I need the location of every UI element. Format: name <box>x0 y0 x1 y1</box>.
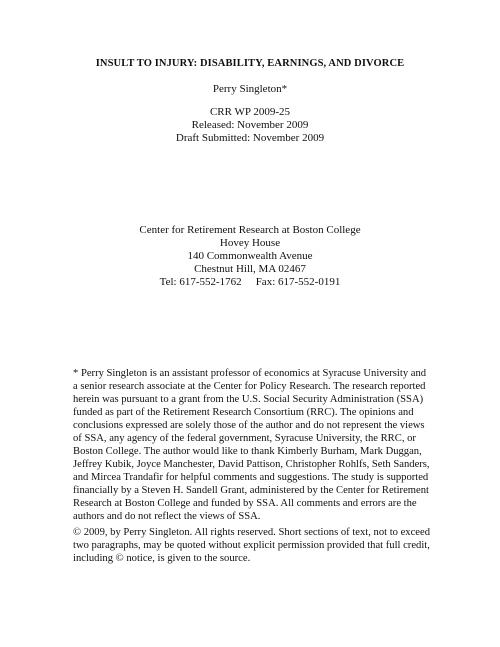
paper-metadata <box>0 106 500 145</box>
copyright-notice: © 2009, by Perry Singleton. All rights reserved. Short sections of text, not to exceed two paragraphs, may be quoted without explicit permission provided that full credit, including © notice, is given to the source. <box>73 527 430 564</box>
center-name: Center for Retirement Research at Boston College <box>139 224 361 236</box>
paper-title: INSULT TO INJURY: DISABILITY, EARNINGS, AND DIVORCE <box>95 58 405 69</box>
working-paper-number: CRR WP 2009-25 <box>209 106 291 118</box>
center-city: Chestnut Hill, MA 02467 <box>194 263 306 275</box>
author-footnote: * Perry Singleton is an assistant professor of economics at Syracuse University and a senior research associate at the Center for Policy Research. The research reported herein was pursuant to a grant from the U.S. Social Security Administration (SSA) funded as part of the Retirement Research Consortium (RRC). The opinions and conclusions expressed are solely those of the author and do not represent the views of SSA, any agency of the federal government, Syracuse University, the RRC, or Boston College. The author would like to thank Kimberly Burham, Mark Duggan, Jeffrey Kubik, Joyce Manchester, David Pattison, Christopher Rohlfs, Seth Sanders, and Mircea Trandafir for helpful comments and suggestions. The study is supported financially by a Steven H. Sandell Grant, administered by the Center for Retirement Research at Boston College and funded by SSA. All comments and errors are the authors and do not reflect the views of SSA. <box>73 368 430 522</box>
author-name: Perry Singleton* <box>212 83 288 95</box>
contact-line <box>0 276 500 289</box>
draft-submitted-date: Draft Submitted: November 2009 <box>175 132 325 144</box>
center-street: 140 Commonwealth Avenue <box>187 250 313 262</box>
center-address-block <box>0 224 500 289</box>
center-building: Hovey House <box>219 237 281 249</box>
fax-number: Fax: 617-552-0191 <box>255 276 341 288</box>
release-date: Released: November 2009 <box>191 119 309 131</box>
telephone-number: Tel: 617-552-1762 <box>159 276 242 288</box>
